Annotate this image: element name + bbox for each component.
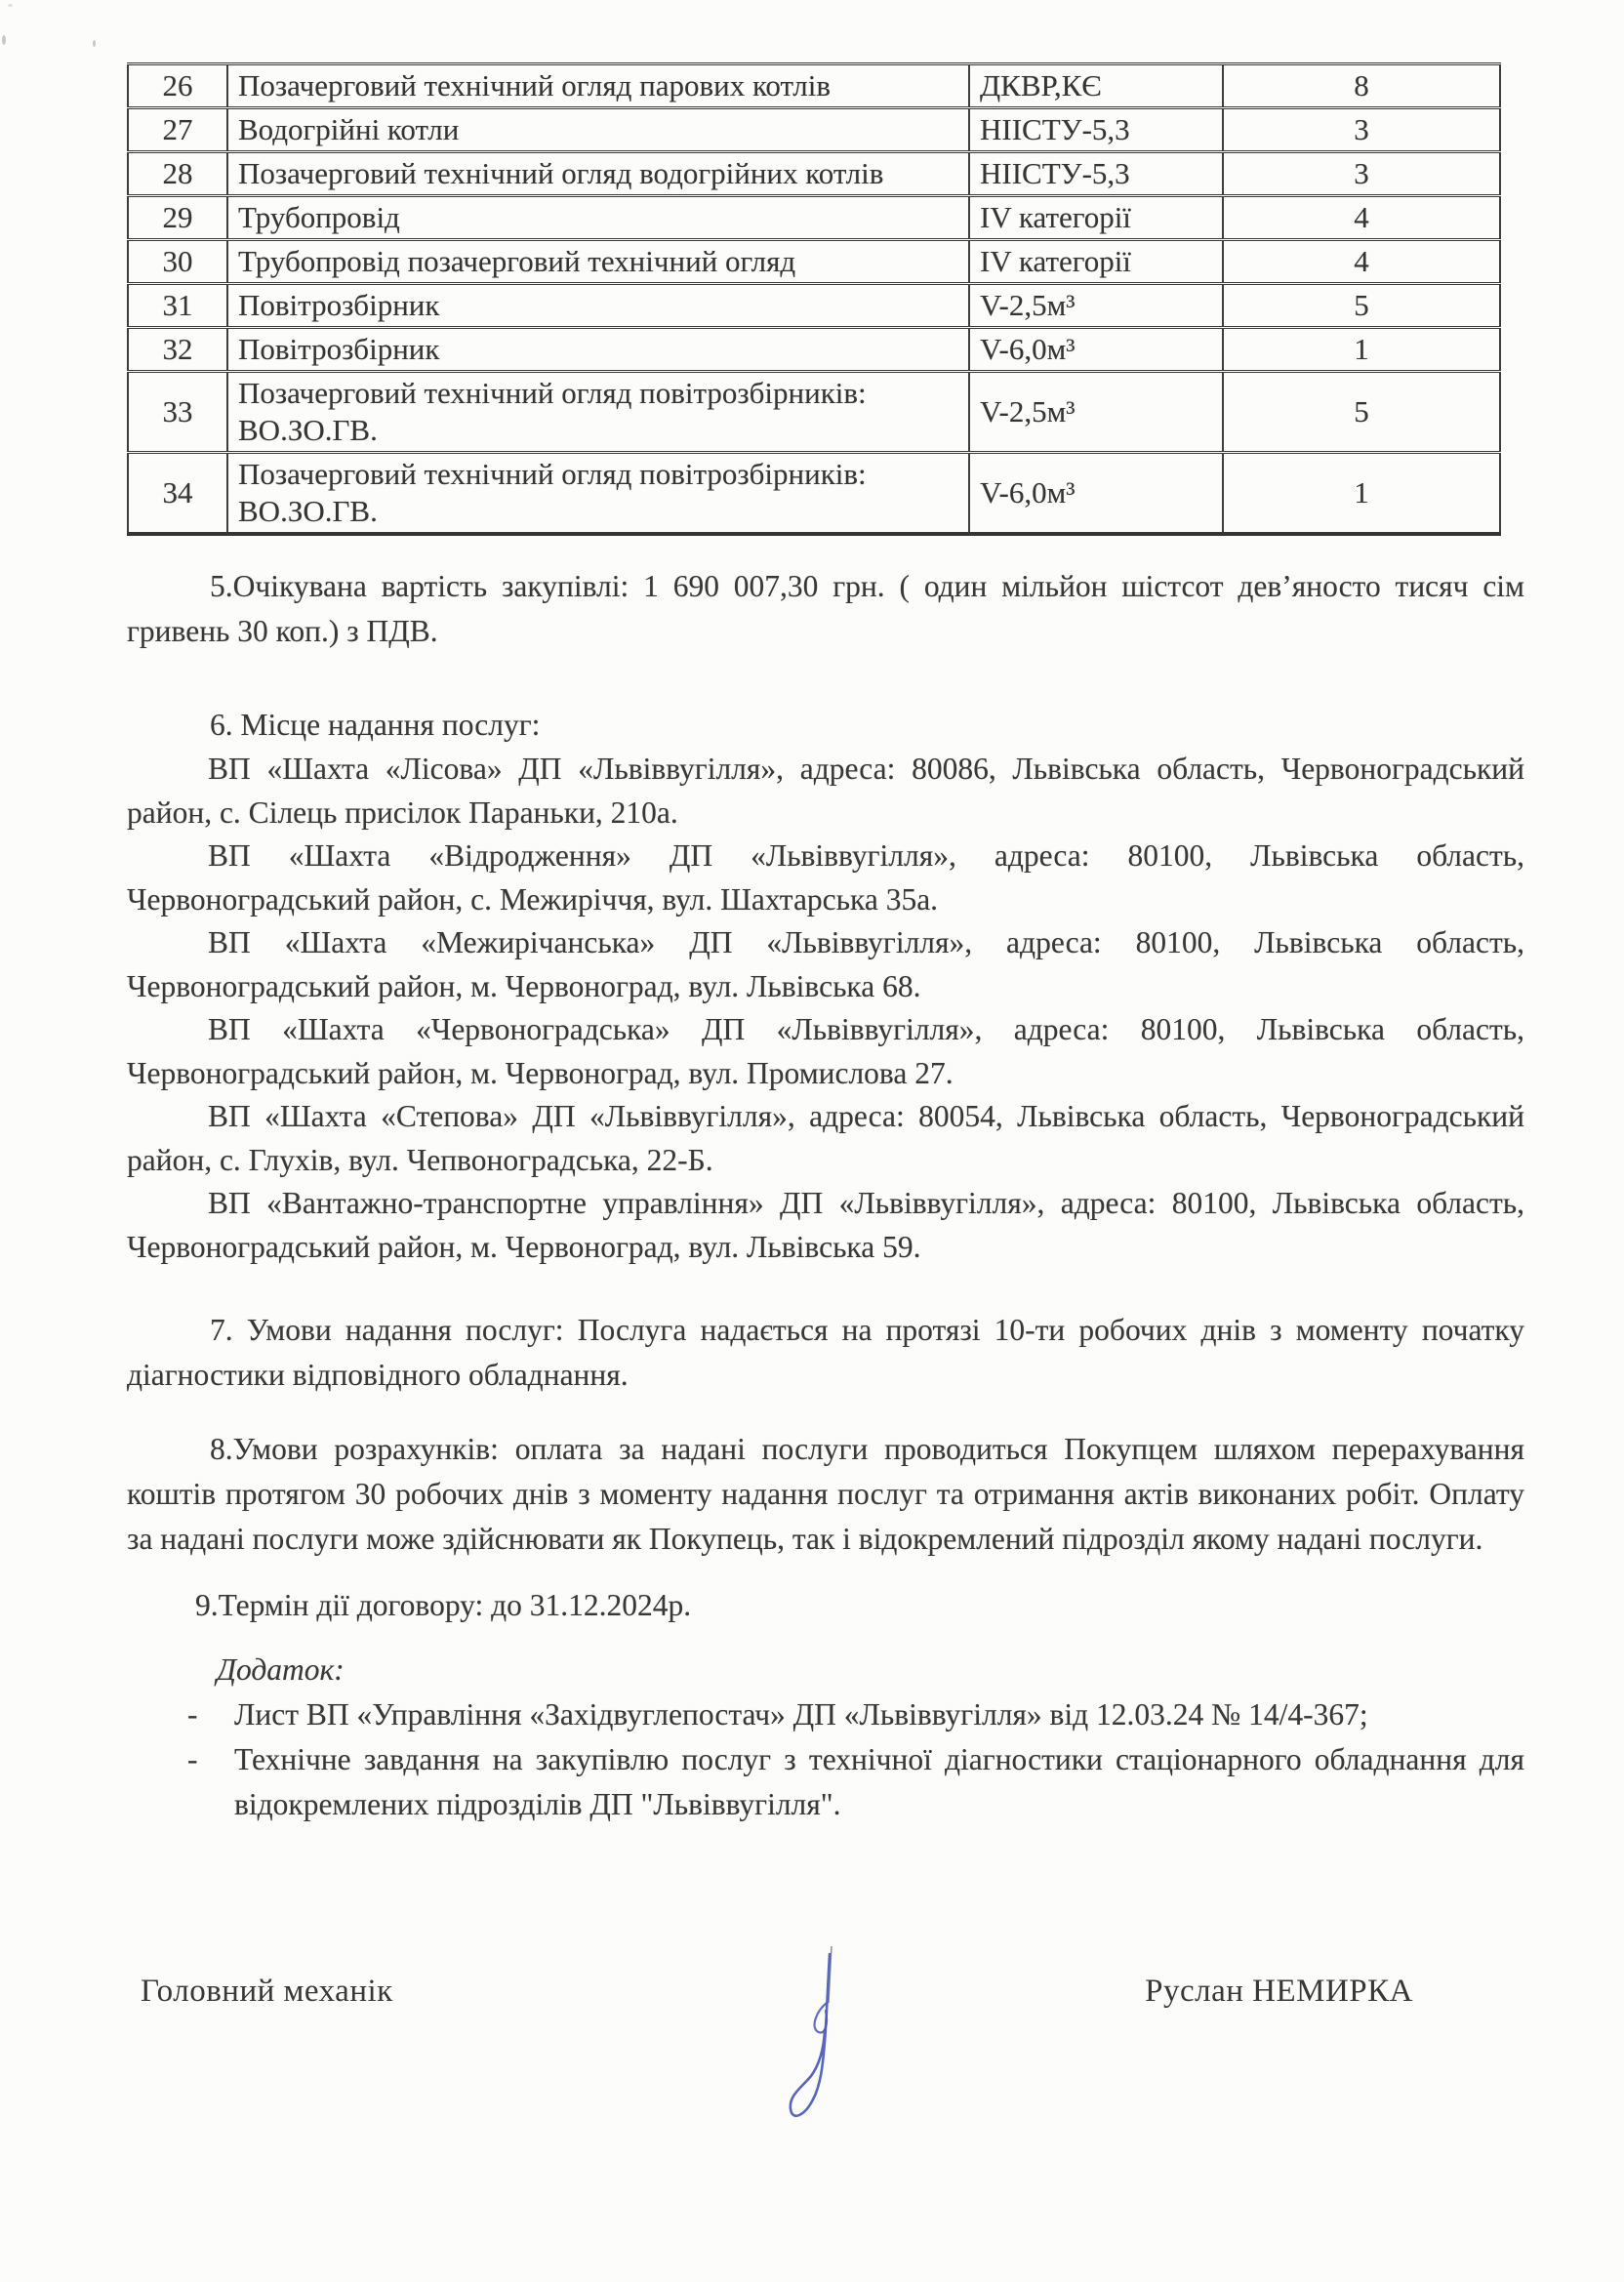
appendix-heading: Додаток: xyxy=(217,1652,345,1687)
contract-term-paragraph: 9.Термін дії договору: до 31.12.2024р. xyxy=(195,1588,692,1622)
table-row xyxy=(128,64,1500,108)
row-quantity-cell: 8 xyxy=(1223,64,1500,108)
appendix-item xyxy=(127,1737,1524,1827)
row-type-cell: V-6,0м³ xyxy=(969,328,1223,372)
row-quantity-cell: 5 xyxy=(1223,372,1500,453)
service-location-item: ВП «Шахта «Лісова» ДП «Львіввугілля», адреса: 80086, Львівська область, Червоноградський район, с. Сілець присілок Параньки, 210а. xyxy=(127,752,1524,830)
service-terms-paragraph: 7. Умови надання послуг: Послуга надається на протязі 10-ти робочих днів з моменту початку діагностики відповідного обладнання. xyxy=(127,1313,1524,1392)
scan-speck xyxy=(8,4,13,7)
signature-scribble xyxy=(781,1944,873,2130)
row-type-cell: НІІСТУ-5,3 xyxy=(969,108,1223,152)
row-number-cell: 28 xyxy=(128,152,227,196)
row-description-cell: Позачерговий технічний огляд водогрійних котлів xyxy=(227,152,969,196)
table-row xyxy=(128,372,1500,453)
row-number-cell: 33 xyxy=(128,372,227,453)
row-quantity-cell: 1 xyxy=(1223,453,1500,535)
row-quantity-cell: 1 xyxy=(1223,328,1500,372)
service-location-item: ВП «Вантажно-транспортне управління» ДП «Львіввугілля», адреса: 80100, Львівська область, Червоноградський район, м. Червоноград, вул. Львівська 59. xyxy=(127,1186,1524,1264)
row-number-cell: 31 xyxy=(128,284,227,328)
row-description-cell: Позачерговий технічний огляд парових котлів xyxy=(227,64,969,108)
row-number-cell: 34 xyxy=(128,453,227,535)
scan-speck xyxy=(93,40,96,47)
row-type-cell: V-2,5м³ xyxy=(969,284,1223,328)
row-quantity-cell: 3 xyxy=(1223,152,1500,196)
row-type-cell: IV категорії xyxy=(969,240,1223,284)
row-type-cell: V-2,5м³ xyxy=(969,372,1223,453)
expected-value-paragraph: 5.Очікувана вартість закупівлі: 1 690 007,30 грн. ( один мільйон шістсот дев’яносто тисяч сім гривень 30 коп.) з ПДВ. xyxy=(127,569,1524,648)
table-row xyxy=(128,196,1500,240)
table-row xyxy=(128,328,1500,372)
table-row xyxy=(128,152,1500,196)
dash-bullet: - xyxy=(187,1697,198,1732)
payment-terms-paragraph: 8.Умови розрахунків: оплата за надані послуги проводиться Покупцем шляхом перерахування коштів протягом 30 робочих днів з моменту надання послуг та отримання актів виконаних робіт. Оплату за надані послуги може здійснювати як Покупець, так і відокремлений підрозділ якому надані послуги. xyxy=(127,1432,1524,1556)
row-description-cell: Позачерговий технічний огляд повітрозбірників: ВО.ЗО.ГВ. xyxy=(227,372,969,453)
service-location-item: ВП «Шахта «Степова» ДП «Львіввугілля», адреса: 80054, Львівська область, Червоноградський район, с. Глухів, вул. Чепвоноградська, 22-Б. xyxy=(127,1099,1524,1177)
row-type-cell: IV категорії xyxy=(969,196,1223,240)
table-row xyxy=(128,240,1500,284)
row-number-cell: 32 xyxy=(128,328,227,372)
row-number-cell: 29 xyxy=(128,196,227,240)
service-location-item: ВП «Шахта «Відродження» ДП «Львіввугілля», адреса: 80100, Львівська область, Червоноградський район, с. Межиріччя, вул. Шахтарська 35а. xyxy=(127,838,1524,917)
row-description-cell: Позачерговий технічний огляд повітрозбірників: ВО.ЗО.ГВ. xyxy=(227,453,969,535)
row-quantity-cell: 5 xyxy=(1223,284,1500,328)
row-type-cell: ДКВР,КЄ xyxy=(969,64,1223,108)
appendix-item-text: Технічне завдання на закупівлю послуг з технічної діагностики стаціонарного обладнання для відокремлених підрозділів ДП "Львіввугілля". xyxy=(234,1742,1524,1821)
service-location-item: ВП «Шахта «Червоноградська» ДП «Львіввугілля», адреса: 80100, Львівська область, Червоноградський район, м. Червоноград, вул. Промислова 27. xyxy=(127,1012,1524,1090)
row-number-cell: 27 xyxy=(128,108,227,152)
row-number-cell: 30 xyxy=(128,240,227,284)
row-description-cell: Повітрозбірник xyxy=(227,328,969,372)
document-content xyxy=(127,62,1524,2010)
signatory-name: Руслан НЕМИРКА xyxy=(1145,1974,1413,2009)
row-description-cell: Трубопровід xyxy=(227,196,969,240)
row-number-cell: 26 xyxy=(128,64,227,108)
row-quantity-cell: 4 xyxy=(1223,196,1500,240)
appendix-item-text: Лист ВП «Управління «Західвуглепостач» ДП «Львіввугілля» від 12.03.24 № 14/4-367; xyxy=(234,1697,1368,1732)
row-type-cell: V-6,0м³ xyxy=(969,453,1223,535)
service-locations-heading: 6. Місце надання послуг: xyxy=(210,708,541,742)
row-description-cell: Повітрозбірник xyxy=(227,284,969,328)
row-type-cell: НІІСТУ-5,3 xyxy=(969,152,1223,196)
row-quantity-cell: 3 xyxy=(1223,108,1500,152)
signatory-title: Головний механік xyxy=(141,1974,393,2009)
service-location-item: ВП «Шахта «Межирічанська» ДП «Львіввугілля», адреса: 80100, Львівська область, Червоноградський район, м. Червоноград, вул. Львівська 68. xyxy=(127,925,1524,1003)
row-quantity-cell: 4 xyxy=(1223,240,1500,284)
table-row xyxy=(128,453,1500,535)
appendix-item xyxy=(127,1692,1524,1737)
table-row xyxy=(128,108,1500,152)
dash-bullet: - xyxy=(187,1742,198,1776)
table-row xyxy=(128,284,1500,328)
row-description-cell: Трубопровід позачерговий технічний огляд xyxy=(227,240,969,284)
row-description-cell: Водогрійні котли xyxy=(227,108,969,152)
equipment-table xyxy=(127,62,1501,536)
scan-speck xyxy=(2,35,6,45)
